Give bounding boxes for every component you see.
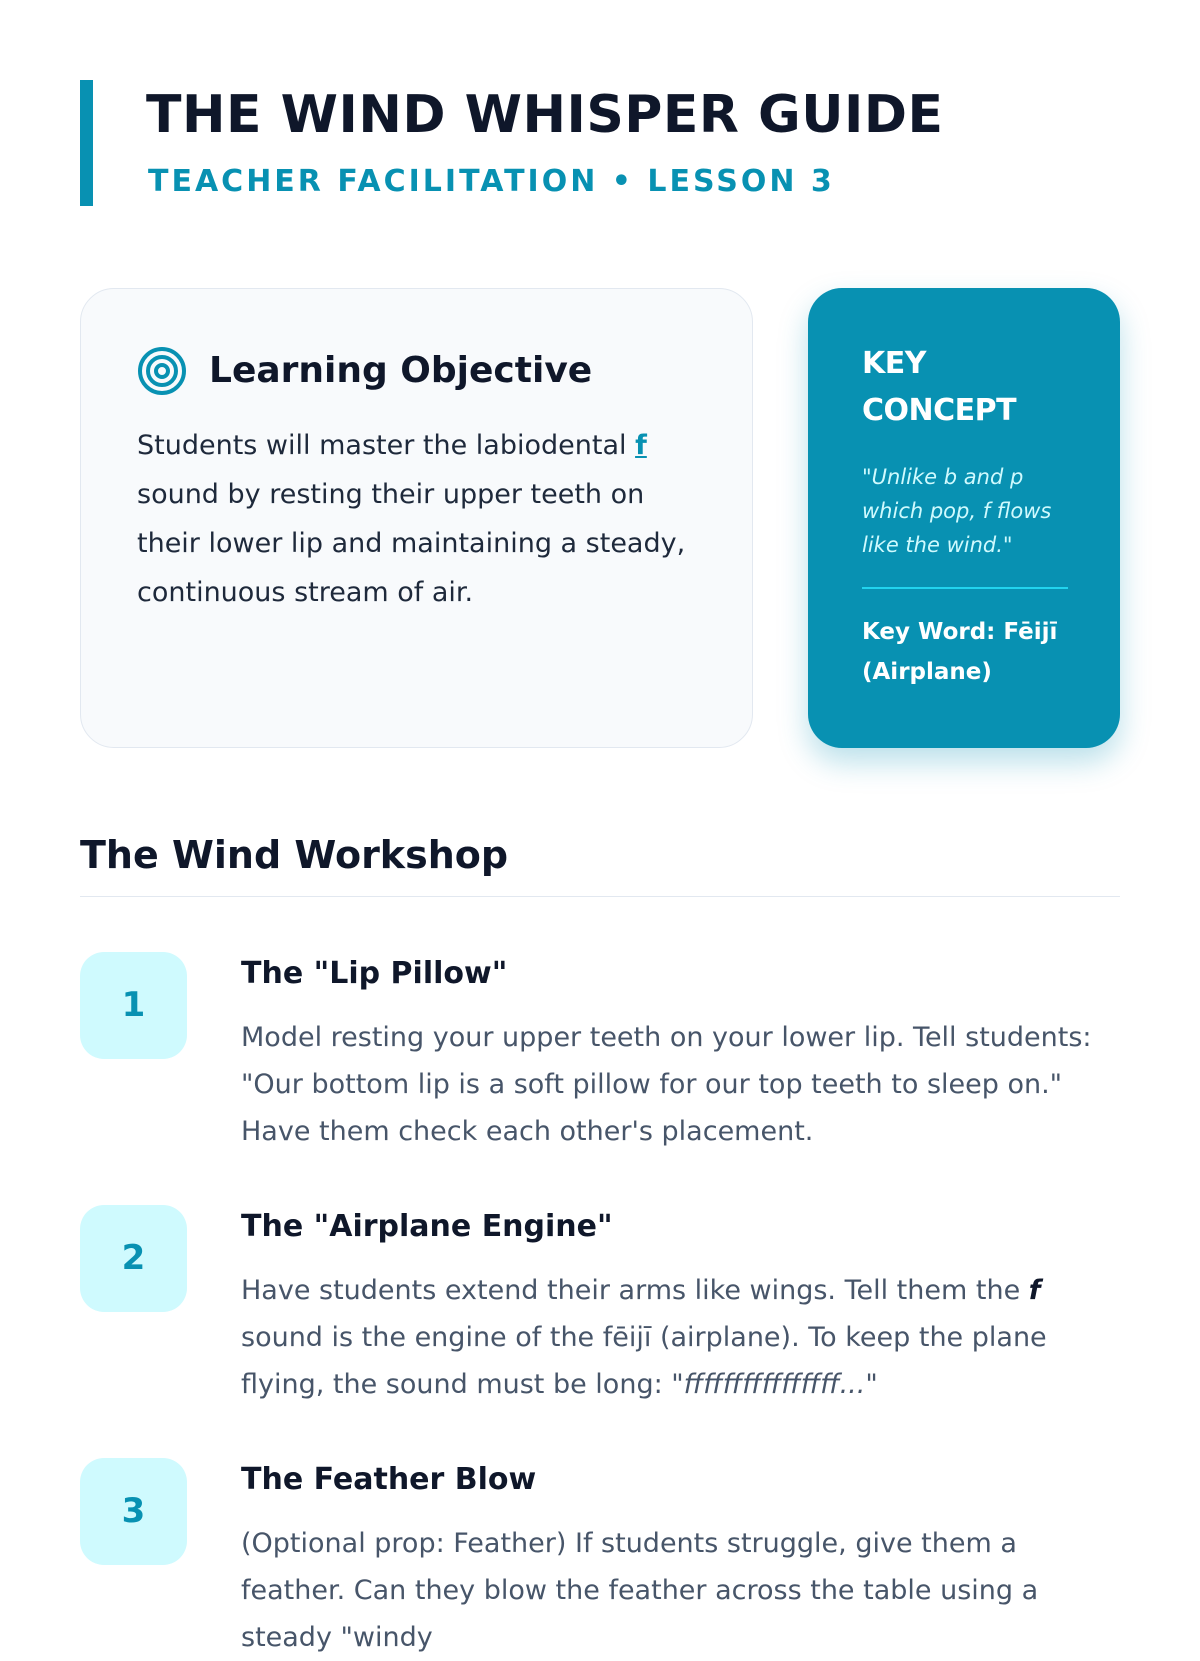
learning-objective-card (80, 288, 753, 748)
key-word: Key Word: Fēijī (Airplane) (862, 619, 1058, 685)
step-number-badge: 2 (80, 1205, 187, 1312)
step-description-middle: sound is the engine of the fēijī (airplane). To keep the plane flying, the sound must be long: (241, 1322, 1047, 1400)
objective-text (137, 421, 697, 617)
step-description-start: Have students extend their arms like wings. Tell them the (241, 1275, 1029, 1306)
key-concept-quote: "Unlike b and p which pop, f flows like the wind." (862, 465, 1052, 557)
objective-text-start: Students will master the labiodental (137, 430, 636, 461)
step-number-badge: 1 (80, 952, 187, 1059)
objective-title: Learning Objective (209, 350, 593, 391)
key-concept-label: KEY CONCEPT (862, 346, 1017, 428)
step-description: (Optional prop: Feather) If students struggle, give them a feather. Can they blow the feather across the table using a steady "windy (241, 1528, 1039, 1653)
step-title: The "Lip Pillow" (241, 956, 508, 991)
workshop-section-title: The Wind Workshop (80, 833, 509, 877)
header-accent-bar (80, 80, 93, 206)
step-title: The Feather Blow (241, 1462, 537, 1497)
step-description (241, 1267, 1121, 1408)
key-concept-card (808, 288, 1120, 748)
step-description: Model resting your upper teeth on your lower lip. Tell students: "Our bottom lip is a soft pillow for our top teeth to sleep on." Have them check each other's placement. (241, 1022, 1092, 1147)
objective-highlight-letter: f (635, 430, 647, 461)
step-number-badge: 3 (80, 1458, 187, 1565)
page-title: THE WIND WHISPER GUIDE (146, 85, 944, 145)
step-emphasis-letter: f (1028, 1275, 1041, 1306)
step-title: The "Airplane Engine" (241, 1209, 613, 1244)
step-sound-example: "ffffffffffffffff..." (671, 1369, 878, 1400)
page-header (80, 80, 1120, 206)
objective-heading (137, 345, 592, 397)
key-concept-divider (862, 587, 1068, 589)
target-icon (137, 346, 187, 396)
section-divider (80, 896, 1120, 897)
objective-text-end: sound by resting their upper teeth on their lower lip and maintaining a steady, continuous stream of air. (137, 479, 686, 608)
page-subtitle: TEACHER FACILITATION • LESSON 3 (148, 164, 835, 199)
